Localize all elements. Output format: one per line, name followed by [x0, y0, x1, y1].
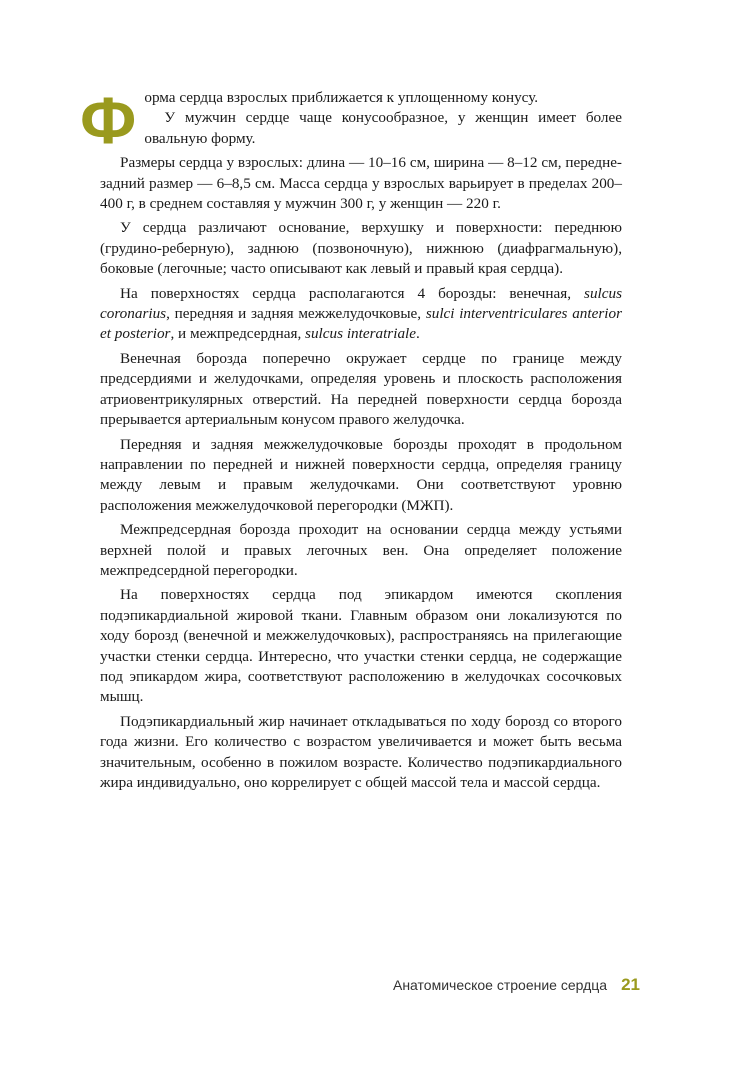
- text-body: [100, 88, 622, 793]
- paragraph: [100, 349, 622, 431]
- text-segment: На поверхностях сердца располагаются 4 борозды: венечная,: [120, 284, 585, 302]
- paragraph: [100, 435, 622, 517]
- text-segment: , и межпредсердная,: [170, 325, 306, 343]
- paragraph: [100, 218, 622, 279]
- drop-cap: Ф: [80, 83, 137, 157]
- paragraph: [100, 520, 622, 581]
- paragraph: [100, 153, 622, 214]
- paragraph: [100, 585, 622, 707]
- text-segment: Передняя и задняя межжелудочковые борозды проходят в продольном направлении по передней и нижней поверхности сердца, определяя границу между левым и правым желудочками. Они соответствуют уровню расположения межжелудочковой перегородки (МЖП).: [100, 435, 622, 514]
- text-segment: Размеры сердца у взрослых: длина — 10–16 см, ширина — 8–12 см, передне-задний размер — 6–8,5 см. Масса сердца у взрослых варьирует в пределах 200–400 г, в среднем составляя у мужчин 300 г, у женщин — 220 г.: [100, 154, 622, 213]
- page-number: 21: [621, 975, 640, 994]
- running-footer: [393, 975, 640, 995]
- text-segment: У сердца различают основание, верхушку и поверхности: переднюю (грудино-реберную), заднюю (позвоночную), нижнюю (диафрагмальную), боковые (легочные; часто описывают как левый и правый края сердца).: [100, 219, 622, 278]
- chapter-title: Анатомическое строение сердца: [392, 977, 608, 993]
- text-segment: На поверхностях сердца под эпикардом имеются скопления подэпикардиальной жировой ткани. Главным образом они локализуются по ходу борозд (венечной и межжелудочковых), распространяясь на прилегающие участки стенки сердца. Интересно, что участки стенки сердца, не содержащие под эпикардом жира, соответствуют расположению в желудочках сосочковых мышц.: [100, 586, 622, 706]
- text-segment: Венечная борозда поперечно окружает сердце по границе между предсердиями и желудочками, определяя уровень и плоскость расположения атриовентрикулярных отверстий. На передней поверхности сердца борозда прерывается артериальным конусом правого желудочка.: [100, 349, 622, 429]
- text-segment: Межпредсердная борозда проходит на основании сердца между устьями верхней полой и правых легочных вен. Она определяет положение межпредсердной перегородки.: [100, 521, 622, 579]
- latin-term: sulcus interatriale: [305, 325, 416, 343]
- paragraph: [100, 712, 622, 794]
- text-segment: Подэпикардиальный жир начинает откладываться по ходу борозд со второго года жизни. Его количество с возрастом увеличивается и может быть весьма значительным, особенно в пожилом возрасте. Количество подэпикардиального жира индивидуально, оно коррелирует с общей массой тела и массой сердца.: [100, 712, 622, 791]
- text-segment: У мужчин сердце чаще конусообразное, у женщин имеет более овальную форму.: [144, 109, 622, 147]
- text-segment: , передняя и задняя межжелудочковые,: [166, 305, 426, 323]
- latin-term: sulcus coronarius: [100, 284, 622, 323]
- text-segment: .: [416, 325, 420, 343]
- text-segment: орма сердца взрослых приближается к уплощенному конусу.: [144, 89, 539, 106]
- paragraph: [100, 284, 622, 345]
- paragraph: [100, 108, 622, 149]
- page-body: [80, 83, 622, 797]
- latin-term: sulci interventriculares anterior et posterior: [100, 305, 622, 343]
- paragraph: [100, 88, 622, 108]
